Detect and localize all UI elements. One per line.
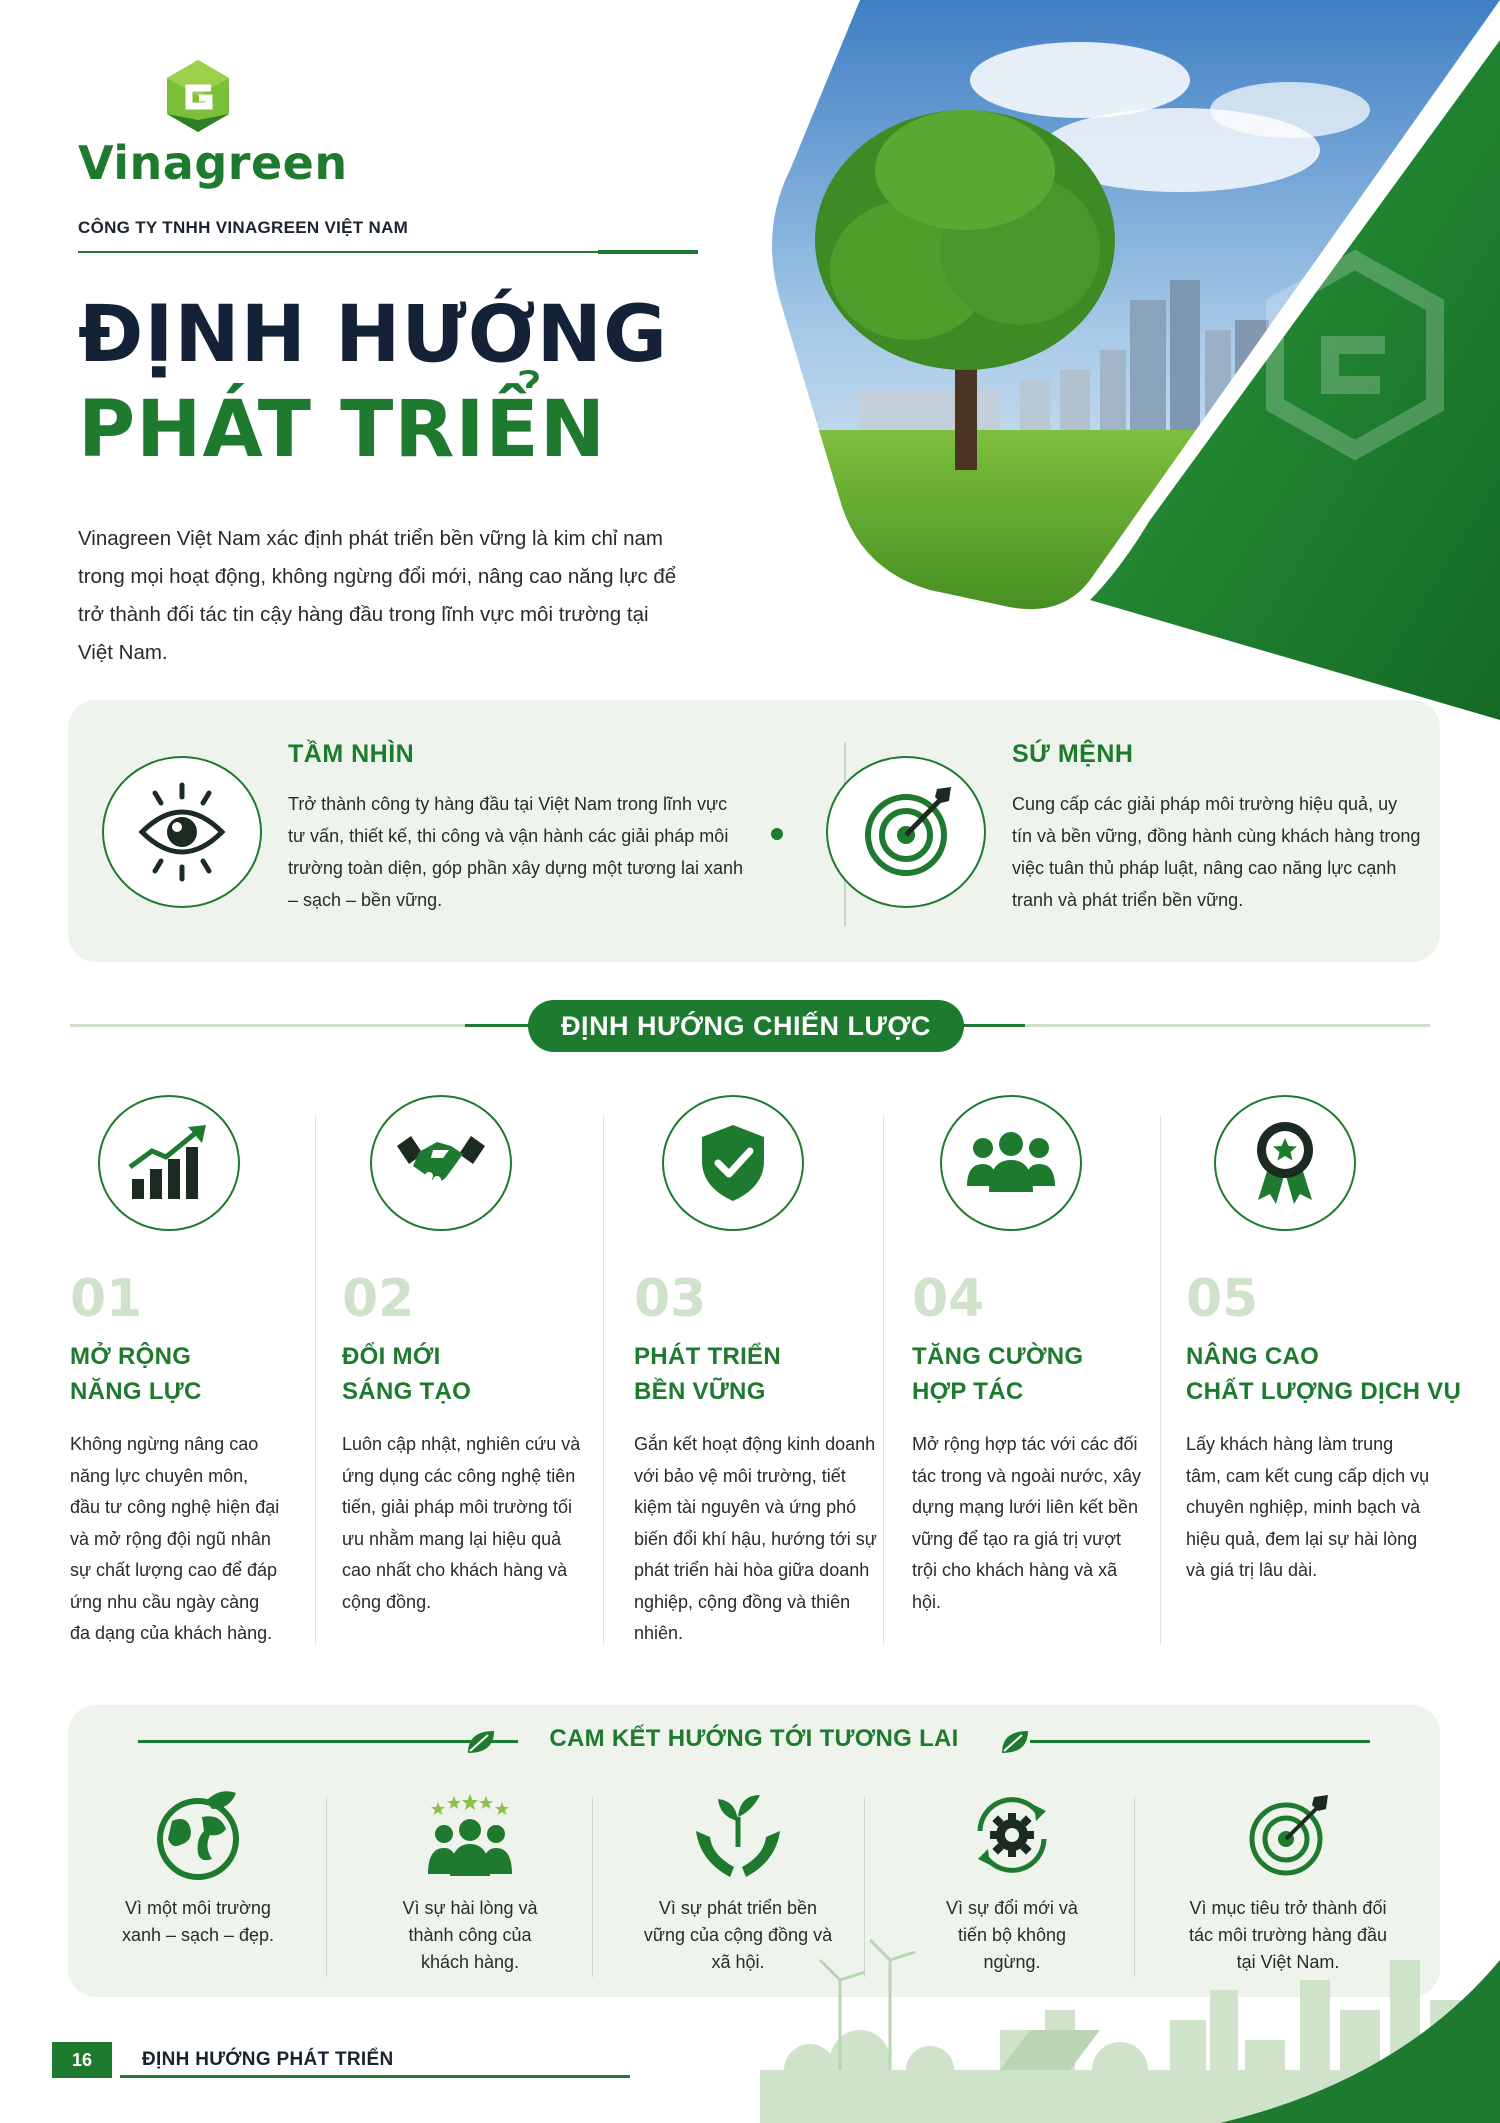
item-title: NÂNG CAO CHẤT LƯỢNG DỊCH VỤ: [1186, 1343, 1462, 1405]
strategy-item: [342, 1095, 598, 1618]
strategy-item: [634, 1095, 890, 1650]
growth-chart-icon: [98, 1095, 240, 1231]
commitment-text: Vì một môi trường xanh – sạch – đẹp.: [121, 1898, 275, 1945]
eye-icon: [102, 756, 262, 908]
item-text: Lấy khách hàng làm trung tâm, cam kết cung cấp dịch vụ chuyên nghiệp, minh bạch và hiệu quả, đem lại sự hài lòng và giá trị lâu dài.: [1186, 1434, 1430, 1580]
footer-section-title: ĐỊNH HƯỚNG PHÁT TRIỂN: [142, 2049, 394, 2070]
award-badge-icon: [1214, 1095, 1356, 1231]
commitment-text: Vì sự phát triển bền vững của cộng đồng và xã hội.: [643, 1898, 833, 1972]
target-icon: [826, 756, 986, 908]
column-separator: [315, 1115, 316, 1645]
leaf-icon: [998, 1727, 1032, 1757]
column-separator: [592, 1797, 593, 1977]
commitment-item: [340, 1785, 600, 1976]
commitment-text: Vì sự đổi mới và tiến bộ không ngừng.: [946, 1898, 1078, 1972]
heading-rule-left-accent: [465, 1024, 535, 1027]
hands-plant-icon: [608, 1785, 868, 1885]
vision-text: Trở thành công ty hàng đầu tại Việt Nam trong lĩnh vực tư vấn, thiết kế, thi công và vận hành các giải pháp môi trường toàn diện, góp phần xây dựng một tương lai xanh – sạch – bền vững.: [288, 794, 744, 910]
commitments-heading: CAM KẾT HƯỚNG TỚI TƯƠNG LAI: [549, 1725, 959, 1752]
handshake-icon: [370, 1095, 512, 1231]
commitment-item: [68, 1785, 328, 1949]
strategy-heading: ĐỊNH HƯỚNG CHIẾN LƯỢC: [528, 1000, 964, 1052]
heading-rule-right: [1025, 1024, 1430, 1027]
mission-text: Cung cấp các giải pháp môi trường hiệu quả, uy tín và bền vững, đồng hành cùng khách hàng trong việc tuân thủ pháp luật, nâng cao năng lực cạnh tranh và phát triển bền vững.: [1012, 794, 1421, 910]
item-number: 01: [70, 1269, 143, 1329]
commitment-text: Vì mục tiêu trở thành đối tác môi trường hàng đầu tại Việt Nam.: [1189, 1898, 1387, 1972]
gear-cycle-icon: [882, 1785, 1142, 1885]
vinagreen-logo-icon: [163, 58, 233, 134]
team-icon: [940, 1095, 1082, 1231]
vision-title: TẦM NHÌN: [288, 740, 415, 768]
column-separator: [603, 1115, 604, 1645]
mission-title: SỨ MỆNH: [1012, 740, 1134, 768]
commitment-text: Vì sự hài lòng và thành công của khách hàng.: [402, 1898, 538, 1972]
page-number: 16: [52, 2042, 112, 2078]
customers-stars-icon: [340, 1785, 600, 1885]
item-text: Mở rộng hợp tác với các đối tác trong và ngoài nước, xây dựng mạng lưới liên kết bền vững để tạo ra giá trị vượt trội cho khách hàng và xã hội.: [912, 1434, 1141, 1612]
item-title: TĂNG CƯỜNG HỢP TÁC: [912, 1343, 1084, 1405]
vision-mission-panel: [68, 700, 1440, 962]
item-text: Luôn cập nhật, nghiên cứu và ứng dụng các công nghệ tiên tiến, giải pháp môi trường tối ưu nhằm mang lại hiệu quả cao nhất cho khách hàng và cộng đồng.: [342, 1434, 581, 1612]
target-icon: [1148, 1785, 1428, 1885]
strategy-item: [912, 1095, 1168, 1618]
item-text: Gắn kết hoạt động kinh doanh với bảo vệ môi trường, tiết kiệm tài nguyên và ứng phó biến đổi khí hậu, hướng tới sự phát triển hài hòa giữa doanh nghiệp, cộng đồng và thiên nhiên.: [634, 1434, 877, 1643]
item-number: 02: [342, 1269, 415, 1329]
strategy-item: [1186, 1095, 1466, 1587]
column-separator: [1160, 1115, 1161, 1645]
column-separator: [883, 1115, 884, 1645]
brand-logo: [78, 58, 348, 190]
company-underline: [78, 250, 698, 254]
heading-rule-right: [1030, 1740, 1370, 1743]
item-title: MỞ RỘNG NĂNG LỰC: [70, 1343, 202, 1405]
footer-green-corner: [1100, 1960, 1500, 2123]
intro-paragraph: Vinagreen Việt Nam xác định phát triển bền vững là kim chỉ nam trong mọi hoạt động, không ngừng đổi mới, nâng cao năng lực để trở thành đối tác tin cậy hàng đầu trong lĩnh vực môi trường tại Việt Nam.: [78, 527, 677, 664]
divider-dot: [771, 828, 783, 840]
heading-rule-left: [70, 1024, 470, 1027]
item-text: Không ngừng nâng cao năng lực chuyên môn, đầu tư công nghệ hiện đại và mở rộng đội ngũ nhân sự chất lượng cao để đáp ứng nhu cầu ngày càng đa dạng của khách hàng.: [70, 1434, 280, 1643]
globe-leaf-icon: [68, 1785, 328, 1885]
heading-rule-right-accent: [958, 1024, 1028, 1027]
footer-rule: [120, 2075, 630, 2078]
item-title: PHÁT TRIỂN BỀN VỮNG: [634, 1343, 781, 1405]
brand-name: Vinagreen: [78, 136, 348, 190]
item-title: ĐỔI MỚI SÁNG TẠO: [342, 1343, 472, 1405]
page-title-line1: ĐỊNH HƯỚNG: [78, 290, 668, 380]
shield-check-icon: [662, 1095, 804, 1231]
item-number: 05: [1186, 1269, 1259, 1329]
column-separator: [326, 1797, 327, 1977]
company-name: CÔNG TY TNHH VINAGREEN VIỆT NAM: [78, 218, 409, 237]
item-number: 04: [912, 1269, 985, 1329]
page-title-line2: PHÁT TRIỂN: [78, 385, 606, 475]
strategy-item: [70, 1095, 326, 1650]
item-number: 03: [634, 1269, 707, 1329]
